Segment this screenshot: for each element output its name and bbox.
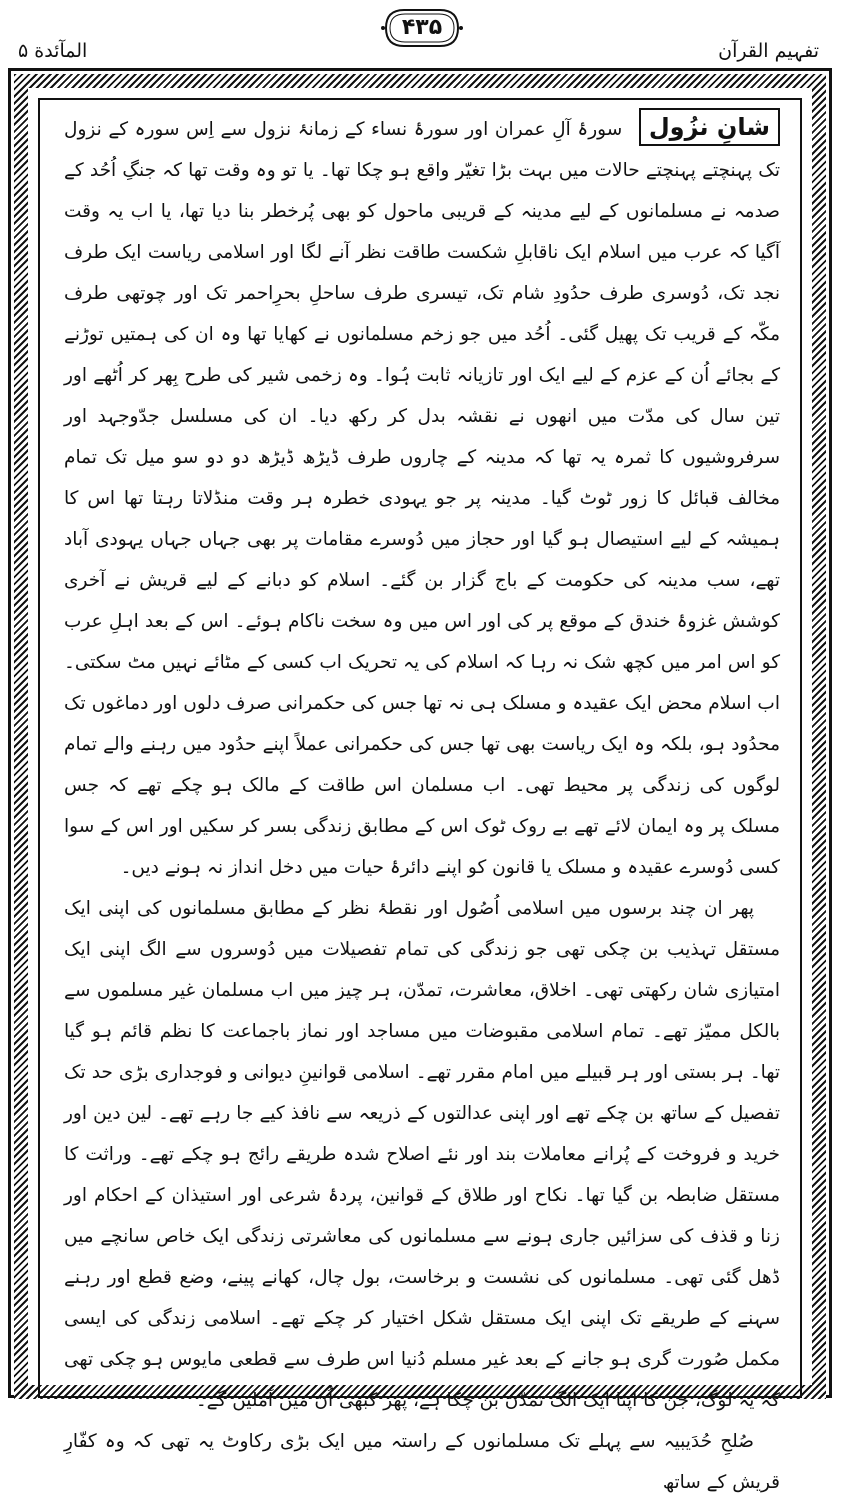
paragraph-1-text: سورۂ آلِ عمران اور سورۂ نساء کے زمانۂ نزول سے اِس سورہ کے نزول تک پہنچتے پہنچتے حالات میں بہت بڑا تغیّر واقع ہو چکا تھا۔ یا تو وہ وقت تھا کہ جنگِ اُحُد کے صدمہ نے مسلمانوں کے لیے مدینہ کے قریبی ماحول کو بھی پُرخطر بنا دیا تھا، یا اب یہ وقت آگیا کہ عرب میں اسلام ایک ناقابلِ شکست طاقت نظر آنے لگا اور اسلامی ریاست ایک طرف نجد تک، دُوسری طرف حدُودِ شام تک، تیسری طرف ساحلِ بحرِاحمر تک اور چوتھی طرف مکّہ کے قریب تک پھیل گئی۔ اُحُد میں جو زخم مسلمانوں نے کھایا تھا وہ ان کی ہمتیں توڑنے کے بجائے اُن کے عزم کے لیے ایک اور تازیانہ ثابت ہُوا۔ وہ زخمی شیر کی طرح بِھر کر اُٹھے اور تین سال کی مدّت میں انھوں نے نقشہ بدل کر رکھ دیا۔ ان کی مسلسل جدّوجہد اور سرفروشیوں کا ثمرہ یہ تھا کہ مدینہ کے چاروں طرف ڈیڑھ ڈیڑھ دو دو سو میل تک تمام مخالف قبائل کا زور ٹوٹ گیا۔ مدینہ پر جو یہودی خطرہ ہر وقت منڈلاتا رہتا تھا اس کا ہمیشہ کے لیے استیصال ہو گیا اور حجاز میں دُوسرے مقامات پر بھی جہاں جہاں یہودی آباد تھے، سب مدینہ کی حکومت کے باج گزار بن گئے۔ اسلام کو دبانے کے لیے قریش نے آخری کوشش غزوۂ خندق کے موقع پر کی اور اس میں وہ سخت ناکام ہوئے۔ اس کے بعد اہلِ عرب کو اس امر میں کچھ شک نہ رہا کہ اسلام کی یہ تحریک اب کسی کے مٹائے نہیں مٹ سکتی۔ اب اسلام محض ایک عقیدہ و مسلک ہی نہ تھا جس کی حکمرانی صرف دلوں اور دماغوں تک محدُود ہو، بلکہ وہ ایک ریاست بھی تھا جس کی حکمرانی عملاً اپنے حدُود میں رہنے والے تمام لوگوں کی زندگی پر محیط تھی۔ اب مسلمان اس طاقت کے مالک ہو چکے تھے کہ جس مسلک پر وہ ایمان لائے تھے بے روک ٹوک اس کے مطابق زندگی بسر کر سکیں اور اس کے سوا کسی دُوسرے عقیدہ و مسلک یا قانون کو اپنے دائرۂ حیات میں دخل انداز نہ ہونے دیں۔ [64,119,780,878]
paragraph-3: صُلحِ حُدَیبیہ سے پہلے تک مسلمانوں کے راستہ میں ایک بڑی رکاوٹ یہ تھی کہ وہ کفّارِ قریش کے ساتھ [64,1431,780,1493]
page-header [0,0,841,72]
section-heading: شانِ نزُول [639,108,780,146]
surah-label: المآئدة ۵ [18,40,88,62]
page-number-badge [380,6,464,50]
paragraph-2: پھر ان چند برسوں میں اسلامی اُصُول اور نقطۂ نظر کے مطابق مسلمانوں کی اپنی ایک مستقل تہذیب بن چکی تھی جو زندگی کی تمام تفصیلات میں دُوسروں سے الگ اپنی ایک امتیازی شان رکھتی تھی۔ اخلاق، معاشرت، تمدّن، ہر چیز میں اب مسلمان غیر مسلموں سے بالکل ممیّز تھے۔ تمام اسلامی مقبوضات میں مساجد اور نماز باجماعت کا نظم قائم ہو گیا تھا۔ ہر بستی اور ہر قبیلے میں امام مقرر تھے۔ اسلامی قوانینِ دیوانی و فوجداری بڑی حد تک تفصیل کے ساتھ بن چکے تھے اور اپنی عدالتوں کے ذریعہ سے نافذ کیے جا رہے تھے۔ لین دین اور خرید و فروخت کے پُرانے معاملات بند اور نئے اصلاح شدہ طریقے رائج ہو چکے تھے۔ وراثت کا مستقل ضابطہ بن گیا تھا۔ نکاح اور طلاق کے قوانین، پردۂ شرعی اور استیذان کے احکام اور زنا و قذف کی سزائیں جاری ہونے سے مسلمانوں کی معاشرتی زندگی ایک خاص سانچے میں ڈھل گئی تھی۔ مسلمانوں کی نشست و برخاست، بول چال، کھانے پینے، وضع قطع اور رہنے سہنے کے طریقے تک اپنی ایک مستقل شکل اختیار کر چکے تھے۔ اسلامی زندگی کی ایسی مکمل صُورت گری ہو جانے کے بعد غیر مسلم دُنیا اس طرف سے قطعی مایوس ہو چکی تھی کہ یہ لوگ، جن کا اپنا ایک الگ تمدّن بن چکا ہے، پھر کبھی اُن میں آملیں گے۔ [64,898,780,1411]
paragraph-1 [64,108,780,888]
main-text [64,108,780,1493]
page-number: ۴۳۵ [401,15,443,40]
book-title: تفہیم القرآن [718,40,819,62]
